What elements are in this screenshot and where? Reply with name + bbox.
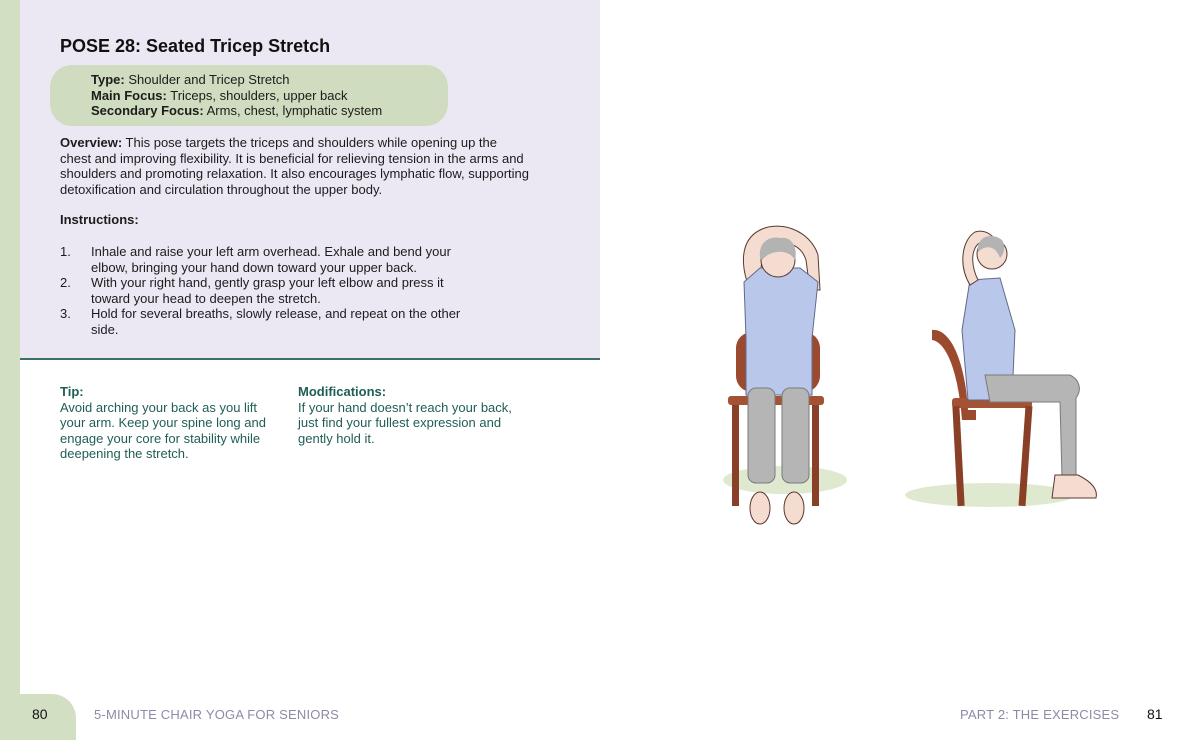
step-number: 2. bbox=[60, 275, 71, 290]
left-margin-strip bbox=[0, 0, 20, 740]
step-text: Hold for several breaths, slowly release, and repeat on the other side. bbox=[91, 306, 461, 337]
type-value: Shoulder and Tricep Stretch bbox=[128, 72, 290, 87]
instruction-steps bbox=[60, 244, 480, 337]
front-view-figure bbox=[723, 226, 847, 524]
shirt bbox=[744, 268, 818, 395]
type-line bbox=[91, 72, 448, 88]
step-number: 1. bbox=[60, 244, 71, 259]
type-label: Type: bbox=[91, 72, 125, 87]
secondary-focus-line bbox=[91, 103, 448, 119]
book-title: 5-MINUTE CHAIR YOGA FOR SENIORS bbox=[94, 707, 340, 722]
focus-summary-box bbox=[50, 65, 448, 126]
instructions-heading: Instructions: bbox=[60, 212, 139, 227]
modifications-heading: Modifications: bbox=[298, 384, 387, 399]
step-text: Inhale and raise your left arm overhead. Exhale and bend your elbow, bringing your hand down toward your upper back. bbox=[91, 244, 451, 275]
overview-text: This pose targets the triceps and shoulders while opening up the chest and improving flexibility. It is beneficial for relieving tension in the arms and shoulders and promoting relaxation. It also encourages lymphatic flow, supporting detoxification and circulation throughout the upper body. bbox=[60, 135, 529, 197]
main-focus-value: Triceps, shoulders, upper back bbox=[170, 87, 348, 103]
section-divider bbox=[20, 358, 600, 360]
secondary-focus-label: Secondary Focus: bbox=[91, 103, 204, 118]
step-text: With your right hand, gently grasp your left elbow and press it toward your head to deepen the stretch. bbox=[91, 275, 444, 306]
modifications-box bbox=[298, 384, 523, 446]
main-focus-label: Main Focus: bbox=[91, 87, 167, 103]
tip-box bbox=[60, 384, 285, 462]
secondary-focus-value: Arms, chest, lymphatic system bbox=[206, 103, 383, 118]
main-focus-line bbox=[91, 88, 448, 104]
side-view-figure bbox=[905, 231, 1096, 507]
overview-label: Overview: bbox=[60, 135, 123, 150]
right-page-number: 81 bbox=[1147, 706, 1163, 722]
left-page-number: 80 bbox=[32, 706, 48, 722]
instruction-step bbox=[60, 244, 480, 275]
overview-paragraph bbox=[60, 135, 530, 197]
part-title: PART 2: THE EXERCISES bbox=[960, 707, 1120, 722]
chair-seat bbox=[728, 396, 824, 405]
modifications-text: If your hand doesn’t reach your back, just find your fullest expression and gently hold it. bbox=[298, 399, 512, 446]
step-number: 3. bbox=[60, 306, 71, 321]
instruction-step bbox=[60, 275, 480, 306]
tip-heading: Tip: bbox=[60, 384, 84, 399]
pose-illustration bbox=[700, 210, 1120, 540]
instruction-step bbox=[60, 306, 480, 337]
tip-text: Avoid arching your back as you lift your arm. Keep your spine long and engage your core for stability while deepening the stretch. bbox=[60, 399, 266, 461]
pose-title: POSE 28: Seated Tricep Stretch bbox=[60, 36, 331, 56]
